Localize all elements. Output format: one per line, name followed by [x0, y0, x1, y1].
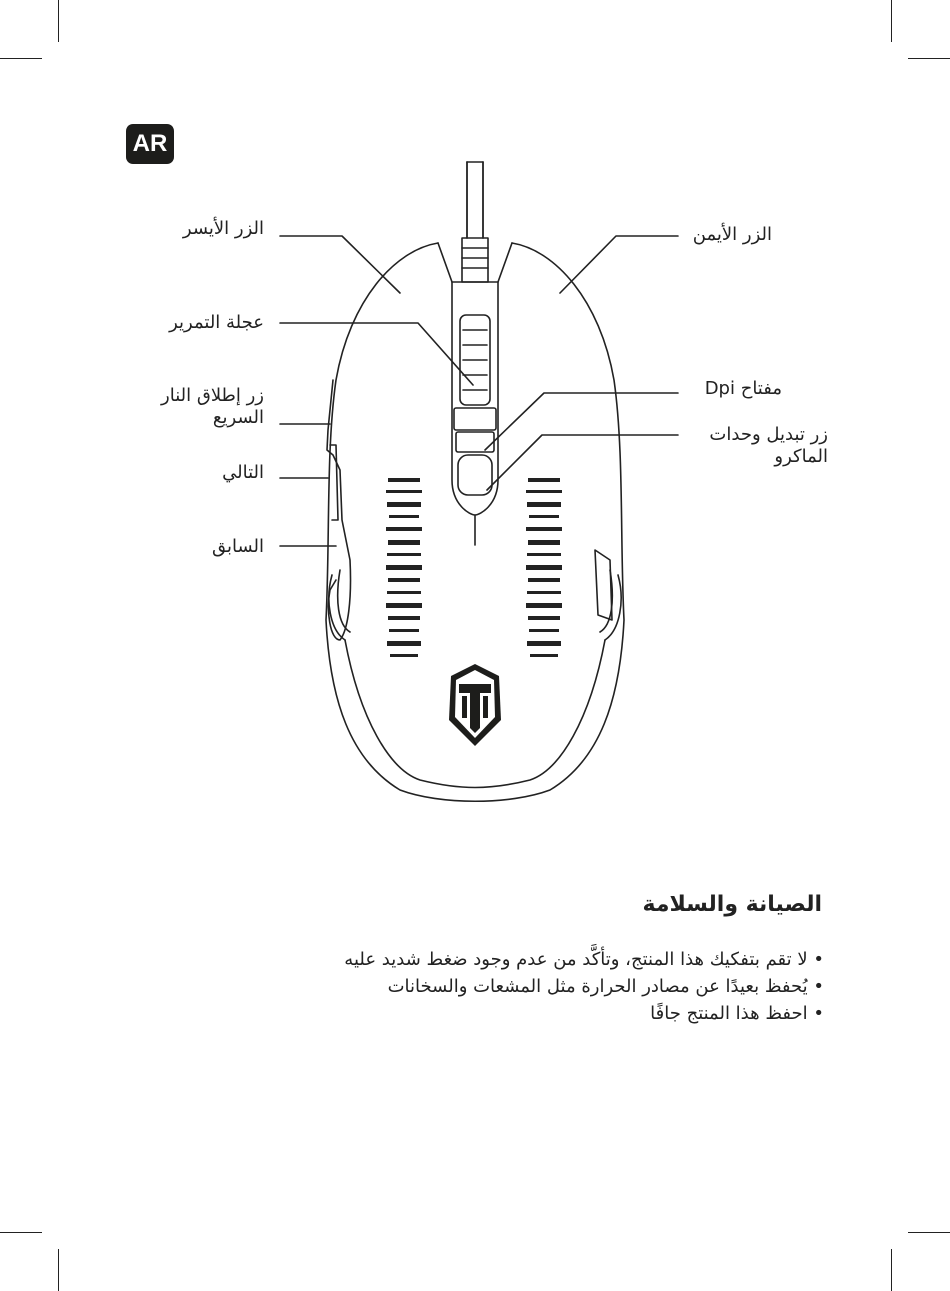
label-next: التالي — [222, 462, 264, 483]
label-left-button: الزر الأيسر — [182, 218, 264, 239]
label-fire-button-line1: زر إطلاق النار — [161, 385, 264, 406]
label-macro-line1: زر تبديل وحدات — [709, 424, 828, 445]
list-item: • لا تقم بتفكيك هذا المنتج، وتأكَّد من عدم وجود ضغط شديد عليه — [264, 946, 824, 973]
label-previous: السابق — [211, 536, 264, 557]
label-right-button: الزر الأيمن — [692, 224, 772, 245]
wot-logo-icon — [449, 664, 501, 746]
maintenance-list — [264, 946, 824, 1027]
list-item: • يُحفظ بعيدًا عن مصادر الحرارة مثل المشعات والسخانات — [264, 973, 824, 1000]
label-fire-button-line2: السريع — [212, 407, 264, 428]
language-badge: AR — [126, 124, 174, 164]
maintenance-title: الصيانة والسلامة — [642, 892, 822, 917]
list-item: • احفظ هذا المنتج جافًا — [264, 1000, 824, 1027]
label-scroll-wheel: عجلة التمرير — [169, 312, 264, 333]
label-dpi-switch: مفتاح Dpi — [704, 378, 782, 399]
label-macro-line2: الماكرو — [774, 446, 828, 467]
